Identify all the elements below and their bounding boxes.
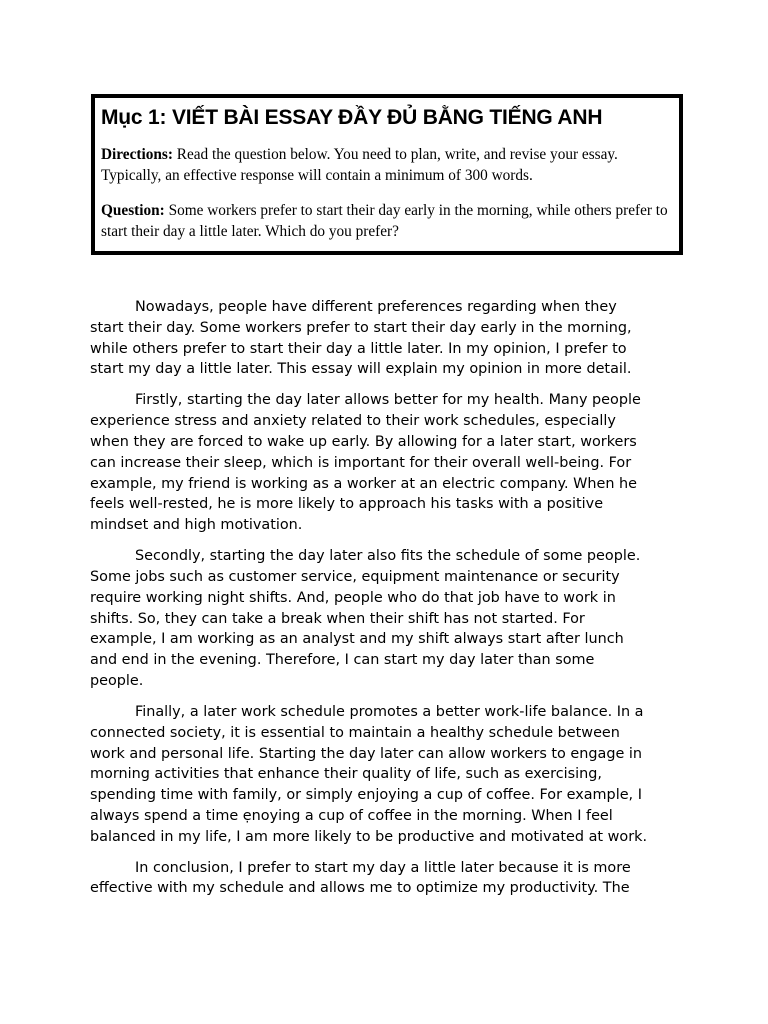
essay-paragraph-second-reason: Secondly, starting the day later also fits the schedule of some people. Some jobs such as customer service, equipment maintenance or security require working night shifts. And, people who do that job have to work in shifts. So, they can take a break when their shift has not started. For example, I am working as an analyst and my shift always start after lunch and end in the evening. Therefore, I can start my day later than some people. xyxy=(90,548,641,689)
prompt-title: Mục 1: VIẾT BÀI ESSAY ĐẦY ĐỦ BẰNG TIẾNG ANH xyxy=(101,106,603,129)
question-text: Some workers prefer to start their day early in the morning, while others prefer to start their day a little later. Which do you prefer? xyxy=(101,202,668,240)
directions-label: Directions: xyxy=(101,146,173,163)
directions-text: Read the question below. You need to plan, write, and revise your essay. Typically, an effective response will contain a minimum of 300 words. xyxy=(101,146,618,184)
essay-prompt-box xyxy=(91,94,683,255)
essay-paragraph-third-reason: Finally, a later work schedule promotes a better work-life balance. In a connected society, it is essential to maintain a healthy schedule between work and personal life. Starting the day later can allow workers to engage in morning activities that enhance their quality of life, such as exercising, spending time with family, or simply enjoying a cup of coffee. For example, I always spend a time ẹnoying a cup of coffee in the morning. When I feel balanced in my life, I am more likely to be productive and motivated at work. xyxy=(90,703,648,845)
essay-paragraph-first-reason: Firstly, starting the day later allows better for my health. Many people experience stress and anxiety related to their work schedules, especially when they are forced to wake up early. By allowing for a later start, workers can increase their sleep, which is important for their overall well-being. For example, my friend is working as a worker at an electric company. When he feels well-rested, he is more likely to approach his tasks with a positive mindset and high motivation. xyxy=(90,392,641,534)
prompt-question xyxy=(101,200,679,242)
prompt-directions xyxy=(101,144,679,186)
essay-body xyxy=(90,297,682,909)
question-label: Question: xyxy=(101,202,165,219)
essay-paragraph-introduction: Nowadays, people have different preferences regarding when they start their day. Some workers prefer to start their day early in the morning, while others prefer to start their day a little later. In my opinion, I prefer to start my day a little later. This essay will explain my opinion in more detail. xyxy=(90,299,632,378)
essay-paragraph-conclusion: In conclusion, I prefer to start my day a little later because it is more effective with my schedule and allows me to optimize my productivity. The xyxy=(90,859,631,897)
